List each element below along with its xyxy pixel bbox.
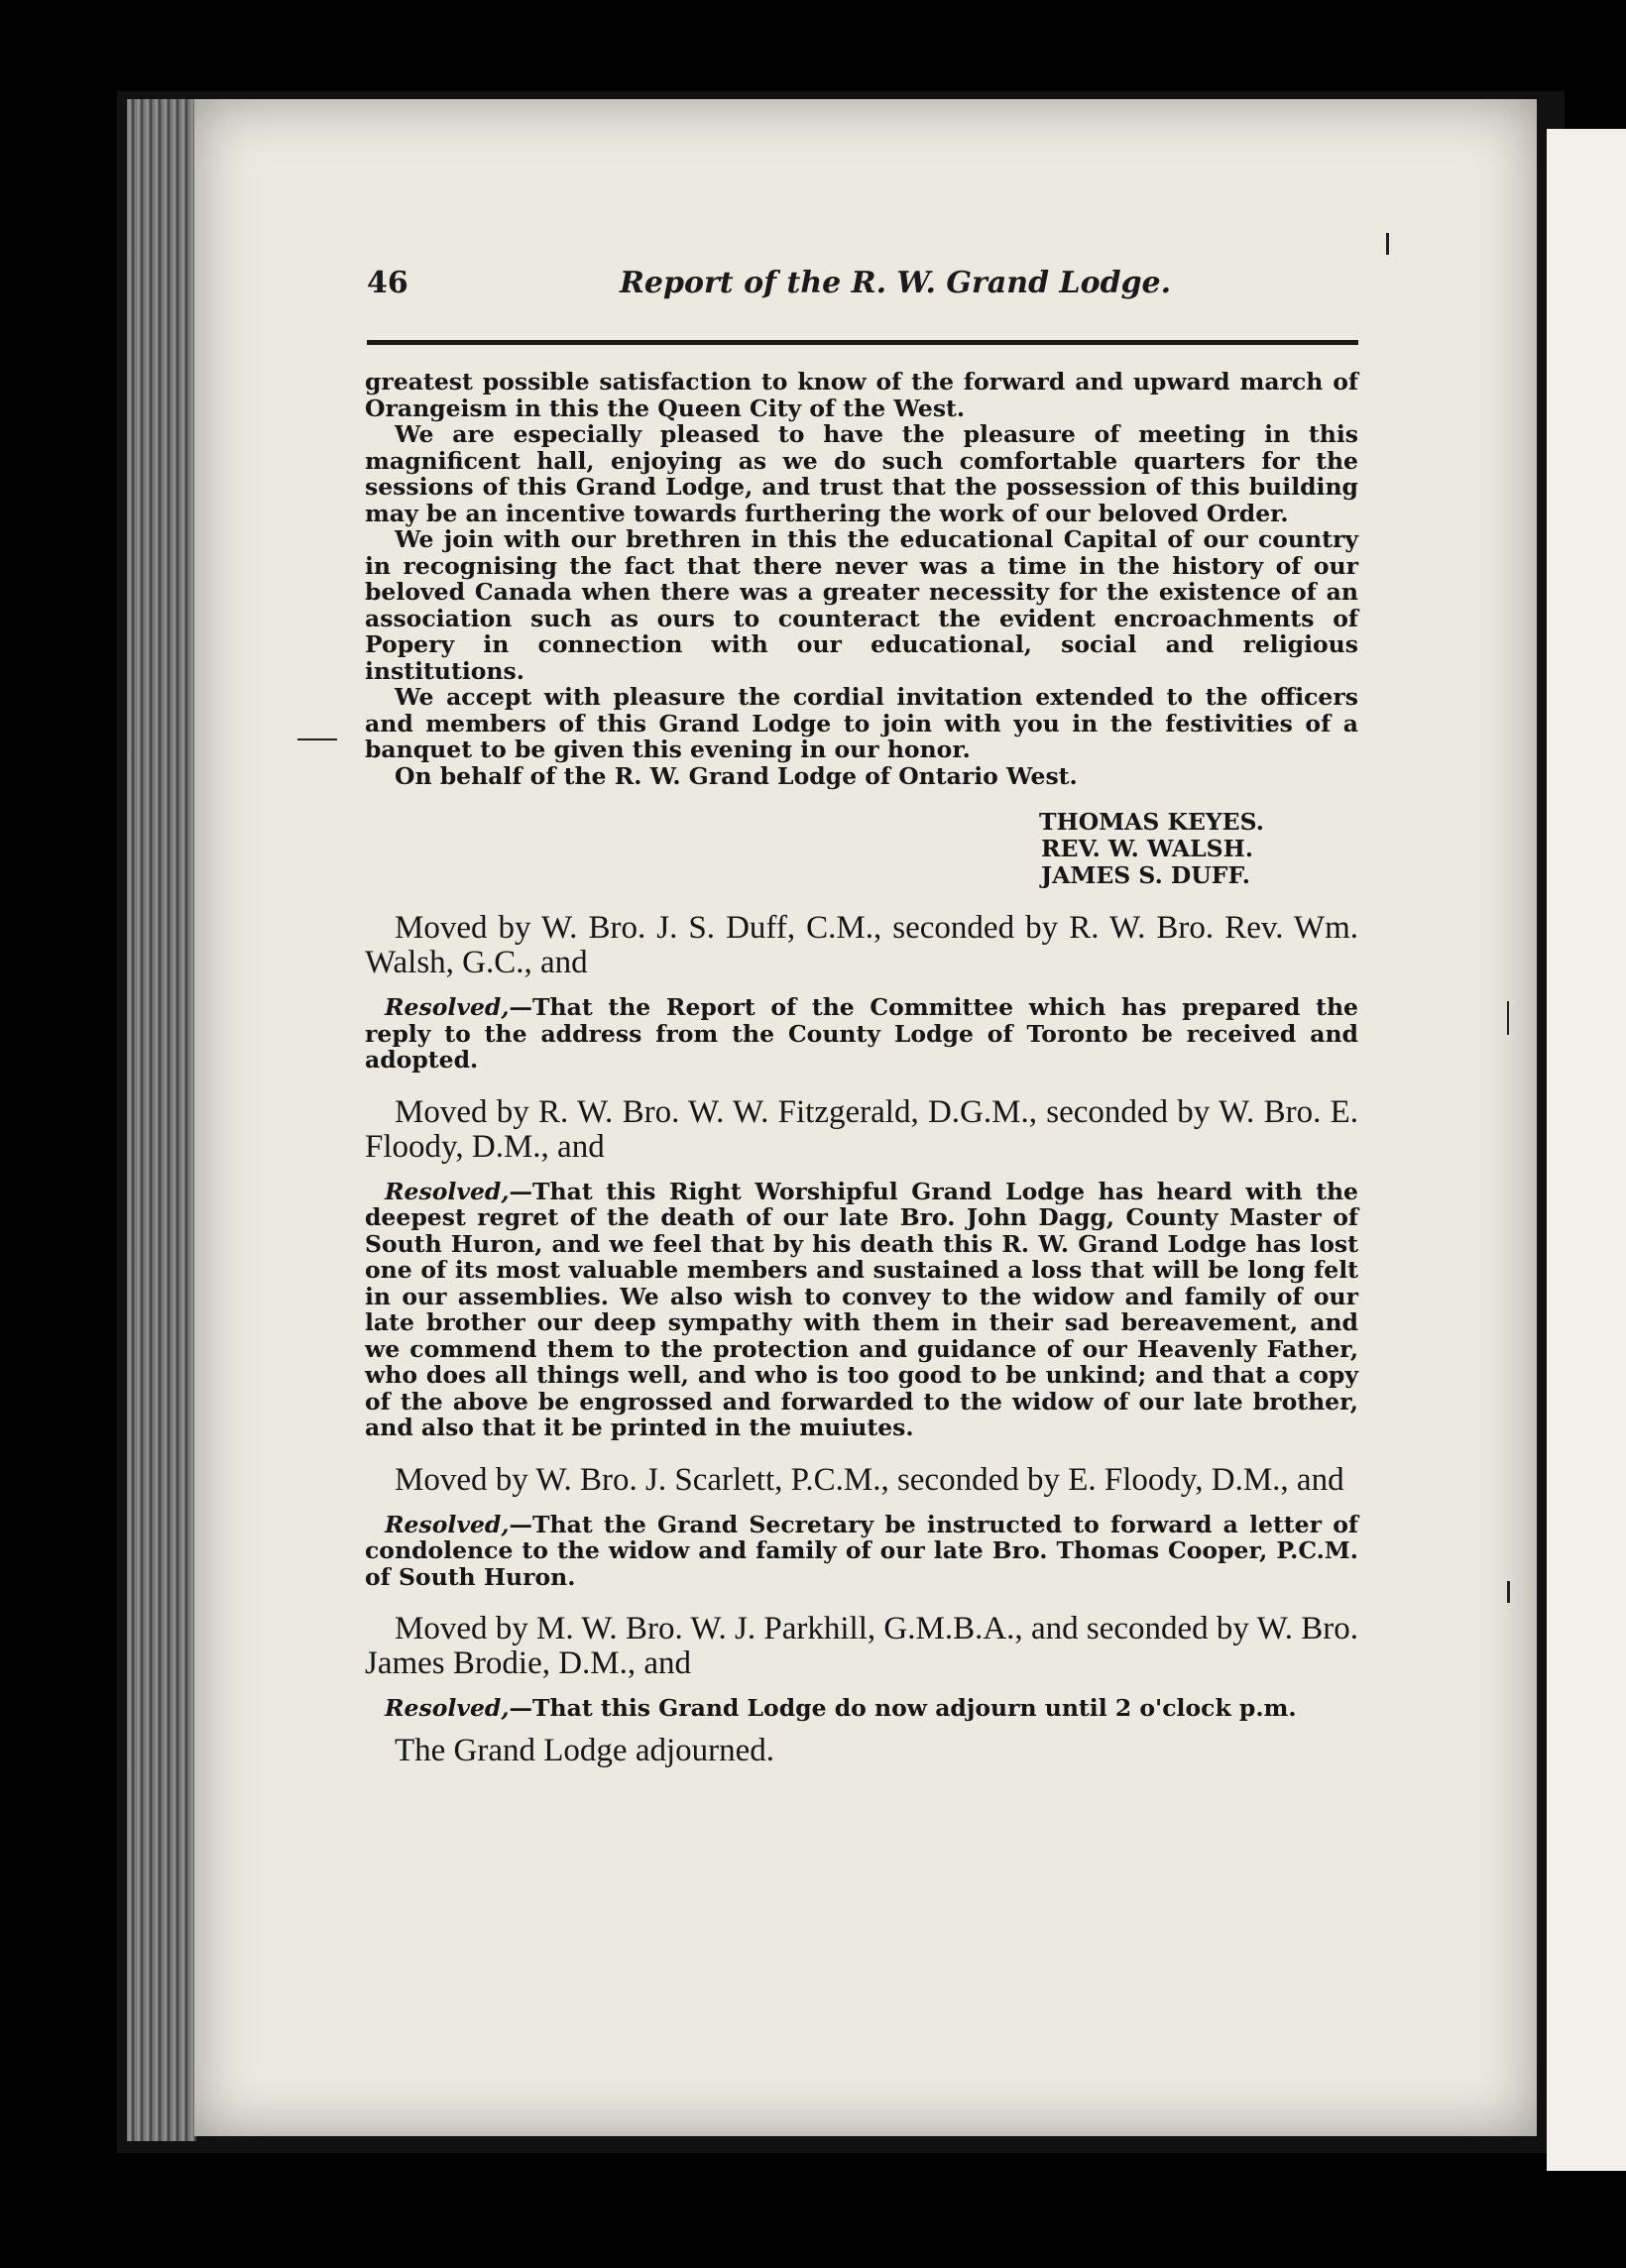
page-number: 46	[367, 266, 408, 300]
motion-resolution	[365, 1512, 1358, 1591]
margin-mark	[297, 738, 337, 740]
page-header	[367, 266, 1378, 315]
resolved-label: Resolved,	[385, 1694, 510, 1722]
resolved-label: Resolved,	[385, 1177, 510, 1205]
paragraph: We join with our brethren in this the educational Capital of our country in recognising the fact that there never was a time in the history of our beloved Canada when there was a greater necessity for the existence of an association such as ours to counteract the evident encroachments of Popery in connection with our educational, social and religious institutions.	[365, 525, 1358, 685]
running-title: Report of the R. W. Grand Lodge.	[620, 266, 1172, 300]
motion-resolution	[365, 1695, 1358, 1722]
motion-moved: Moved by M. W. Bro. W. J. Parkhill, G.M.B.A., and seconded by W. Bro. James Brodie, D.M., and	[365, 1611, 1358, 1681]
paragraph: greatest possible satisfaction to know of the forward and upward march of Orangeism in this the Queen City of the West.	[365, 368, 1358, 422]
margin-mark	[1507, 1001, 1509, 1035]
paragraph: We accept with pleasure the cordial invitation extended to the officers and members of this Grand Lodge to join with you in the festivities of a banquet to be given this evening in our honor.	[365, 683, 1358, 763]
facing-page-edge	[1547, 129, 1626, 2171]
book-page-edges	[127, 99, 196, 2141]
margin-mark	[1386, 233, 1389, 255]
resolved-text: —That this Right Worshipful Grand Lodge has heard with the deepest regret of the death of our late Bro. John Dagg, County Master of South Huron, and we feel that by his death this R. W. Grand Lodge has lost one of its most valuable members and sustained a loss that will be long felt in our assemblies. We also wish to convey to the widow and family of our late brother our deep sympathy with them in their sad bereavement, and we commend them to the protection and guidance of our Heavenly Father, who does all things well, and who is too good to be unkind; and that a copy of the above be engrossed and forwarded to the widow of our late brother, and also that it be printed in the muiutes.	[365, 1177, 1358, 1441]
closing-line: The Grand Lodge adjourned.	[395, 1732, 775, 1768]
paragraph: We are especially pleased to have the pleasure of meeting in this magnificent hall, enjoying as we do such comfortable quarters for the sessions of this Grand Lodge, and trust that the possession of this building may be an incentive towards furthering the work of our beloved Order.	[365, 420, 1358, 527]
motion-resolution	[365, 1179, 1358, 1441]
resolved-text: —That the Grand Secretary be instructed to forward a letter of condolence to the widow and family of our late Bro. Thomas Cooper, P.C.M. of South Huron.	[365, 1510, 1358, 1591]
resolved-label: Resolved,	[385, 993, 510, 1021]
resolved-label: Resolved,	[385, 1510, 510, 1538]
motion-moved: Moved by R. W. Bro. W. W. Fitzgerald, D.G.M., seconded by W. Bro. E. Floody, D.M., and	[365, 1093, 1358, 1165]
signature-line: REV. W. WALSH.	[1041, 835, 1254, 862]
resolved-text: —That this Grand Lodge do now adjourn until 2 o'clock p.m.	[509, 1694, 1297, 1722]
margin-mark	[1507, 1581, 1510, 1603]
header-rule	[367, 340, 1358, 345]
signature-line: THOMAS KEYES.	[1039, 808, 1264, 836]
motion-moved: Moved by W. Bro. J. S. Duff, C.M., seconded by R. W. Bro. Rev. Wm. Walsh, G.C., and	[365, 910, 1358, 980]
body-text	[365, 369, 1358, 1768]
signature-block	[1039, 809, 1358, 889]
resolved-text: —That the Report of the Committee which has prepared the reply to the address from the County Lodge of Toronto be received and adopted.	[365, 993, 1358, 1074]
paragraph: On behalf of the R. W. Grand Lodge of Ontario West.	[395, 761, 1078, 790]
signature-line: JAMES S. DUFF.	[1041, 861, 1250, 889]
motion-resolution	[365, 994, 1358, 1074]
motion-moved: Moved by W. Bro. J. Scarlett, P.C.M., seconded by E. Floody, D.M., and	[395, 1461, 1344, 1498]
